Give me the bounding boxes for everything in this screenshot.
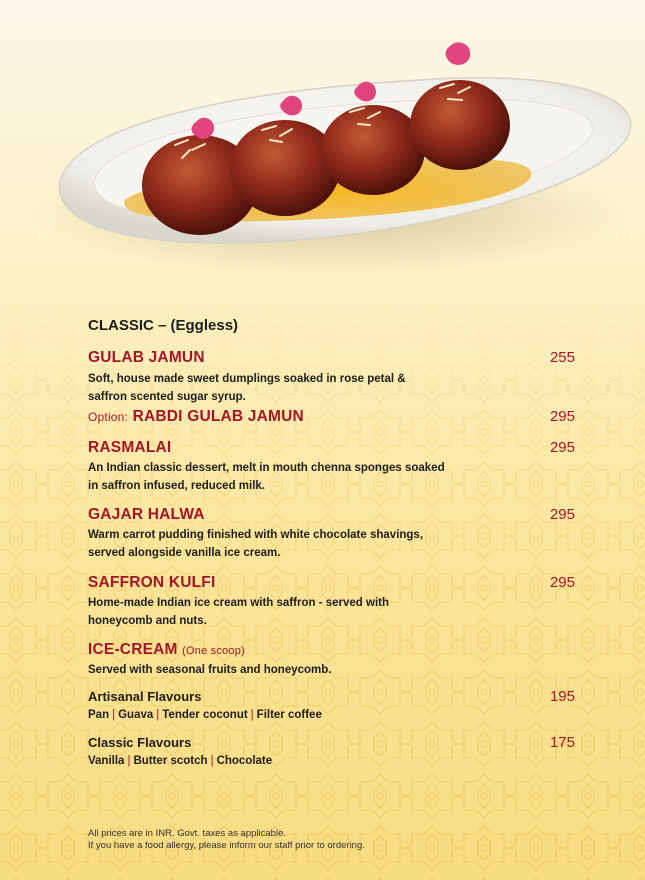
separator: |	[156, 709, 160, 721]
description-line: Soft, house made sweet dumplings soaked in rose petal &	[88, 373, 406, 385]
item-name-gajar-halwa: GAJAR HALWA	[88, 506, 205, 523]
description-line: saffron scented sugar syrup.	[88, 391, 246, 403]
item-description-gajar-halwa	[88, 526, 468, 562]
description-line: served alongside vanilla ice cream.	[88, 547, 281, 559]
footer-notes	[88, 828, 365, 852]
description-line: Home-made Indian ice cream with saffron - served with	[88, 597, 389, 609]
flavour-group-title-artisanal: Artisanal Flavours	[88, 689, 202, 704]
flavour-option: Tender coconut	[162, 709, 248, 721]
option-price-rabdi-gulab-jamun: 295	[549, 408, 575, 425]
flavour-option: Pan	[88, 709, 110, 721]
item-price-rasmalai: 295	[549, 439, 575, 456]
description-line: An Indian classic dessert, melt in mouth chenna sponges soaked	[88, 462, 445, 474]
item-description-ice-cream	[88, 661, 468, 679]
ice-cream-name: ICE-CREAM	[88, 641, 178, 658]
flavour-option: Filter coffee	[256, 709, 322, 721]
section-title: CLASSIC – (Eggless)	[88, 317, 239, 334]
separator: |	[127, 755, 131, 767]
option-label: Option:	[88, 410, 129, 424]
flavour-option: Chocolate	[216, 755, 273, 767]
item-price-gulab-jamun: 255	[549, 349, 575, 366]
flavour-list-artisanal	[88, 709, 322, 721]
item-name-ice-cream	[88, 641, 245, 659]
item-description-saffron-kulfi	[88, 594, 468, 630]
separator: |	[210, 755, 214, 767]
item-name-saffron-kulfi: SAFFRON KULFI	[88, 574, 216, 591]
item-name-gulab-jamun: GULAB JAMUN	[88, 349, 205, 366]
item-description-gulab-jamun	[88, 370, 468, 406]
item-name-rasmalai: RASMALAI	[88, 439, 172, 456]
footer-line-prices: All prices are in INR. Govt. taxes as applicable.	[88, 828, 287, 839]
description-line: Served with seasonal fruits and honeycomb.	[88, 664, 332, 676]
item-option-rabdi-gulab-jamun	[88, 408, 304, 426]
option-name: RABDI GULAB JAMUN	[132, 408, 304, 425]
flavour-option: Butter scotch	[133, 755, 208, 767]
separator: |	[112, 709, 116, 721]
separator: |	[250, 709, 254, 721]
flavour-list-classic	[88, 755, 272, 767]
description-line: in saffron infused, reduced milk.	[88, 480, 266, 492]
description-line: honeycomb and nuts.	[88, 615, 207, 627]
ice-cream-note: (One scoop)	[182, 645, 245, 657]
flavour-group-title-classic: Classic Flavours	[88, 735, 192, 750]
description-line: Warm carrot pudding finished with white chocolate shavings,	[88, 529, 424, 541]
flavour-group-price-artisanal: 195	[549, 688, 575, 705]
flavour-option: Vanilla	[88, 755, 125, 767]
flavour-option: Guava	[118, 709, 154, 721]
item-description-rasmalai	[88, 459, 468, 495]
footer-line-allergy: If you have a food allergy, please inform our staff prior to ordering.	[88, 840, 365, 851]
item-price-gajar-halwa: 295	[549, 506, 575, 523]
item-price-saffron-kulfi: 295	[549, 574, 575, 591]
flavour-group-price-classic: 175	[549, 734, 575, 751]
